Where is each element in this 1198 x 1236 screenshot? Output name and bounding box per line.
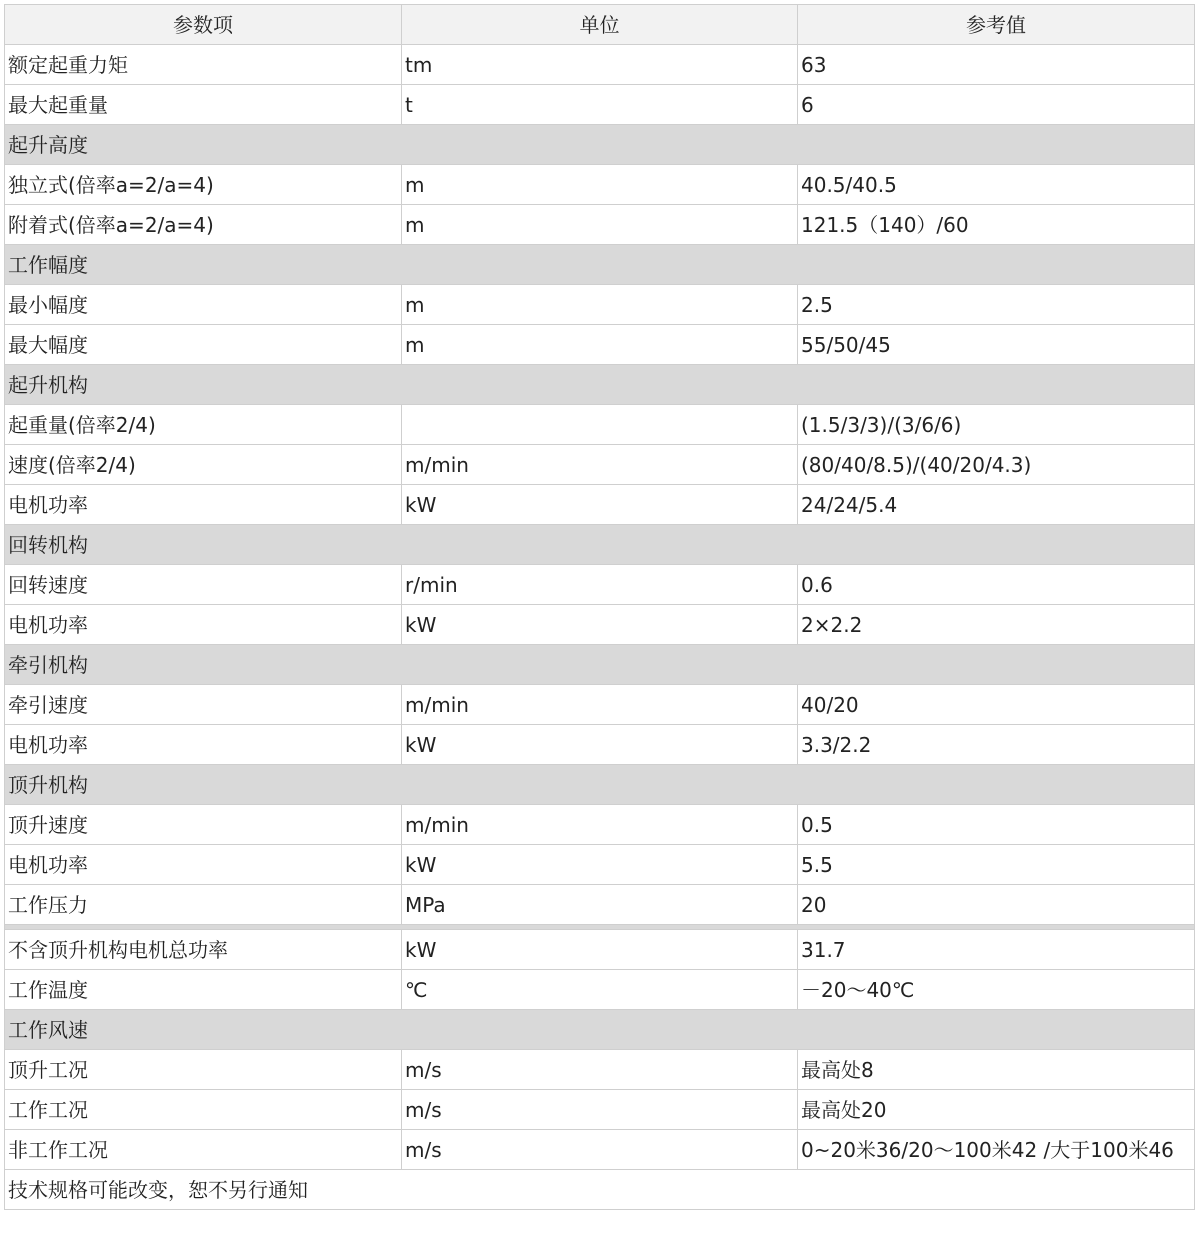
param-cell: 电机功率 [5,725,402,765]
value-cell: 最高处8 [798,1050,1195,1090]
value-cell: 0~20米36/20～100米42 /大于100米46 [798,1130,1195,1170]
unit-cell [402,405,798,445]
table-row [5,845,1195,885]
value-cell: 0.5 [798,805,1195,845]
spec-table [4,4,1195,1210]
section-label: 起升高度 [5,125,1195,165]
unit-cell: kW [402,605,798,645]
value-cell: 20 [798,885,1195,925]
table-row [5,685,1195,725]
table-row [5,930,1195,970]
param-cell: 额定起重力矩 [5,45,402,85]
unit-cell: m/min [402,805,798,845]
param-cell: 起重量(倍率2/4) [5,405,402,445]
param-cell: 不含顶升机构电机总功率 [5,930,402,970]
table-row [5,285,1195,325]
value-cell: 24/24/5.4 [798,485,1195,525]
table-row [5,605,1195,645]
param-cell: 非工作工况 [5,1130,402,1170]
table-row [5,725,1195,765]
spec-body [5,45,1195,1210]
section-row [5,125,1195,165]
section-label: 起升机构 [5,365,1195,405]
unit-cell: m/s [402,1090,798,1130]
table-row [5,565,1195,605]
param-cell: 电机功率 [5,605,402,645]
unit-cell: m [402,165,798,205]
value-cell: (80/40/8.5)/(40/20/4.3) [798,445,1195,485]
param-cell: 独立式(倍率a=2/a=4) [5,165,402,205]
section-label: 牵引机构 [5,645,1195,685]
value-cell: (1.5/3/3)/(3/6/6) [798,405,1195,445]
param-cell: 顶升速度 [5,805,402,845]
table-row [5,1090,1195,1130]
unit-cell: kW [402,930,798,970]
param-cell: 最大起重量 [5,85,402,125]
value-cell: 31.7 [798,930,1195,970]
value-cell: 0.6 [798,565,1195,605]
value-cell: 40.5/40.5 [798,165,1195,205]
section-row [5,365,1195,405]
unit-cell: m/min [402,685,798,725]
table-row [5,1050,1195,1090]
param-cell: 工作温度 [5,970,402,1010]
param-cell: 回转速度 [5,565,402,605]
table-row [5,405,1195,445]
section-label: 工作风速 [5,1010,1195,1050]
param-cell: 工作工况 [5,1090,402,1130]
table-row [5,970,1195,1010]
value-cell: 121.5（140）/60 [798,205,1195,245]
unit-cell: kW [402,845,798,885]
unit-cell: tm [402,45,798,85]
value-cell: 40/20 [798,685,1195,725]
table-row [5,165,1195,205]
table-row [5,85,1195,125]
footnote: 技术规格可能改变，恕不另行通知 [5,1170,1195,1210]
unit-cell: m/s [402,1130,798,1170]
value-cell: 2.5 [798,285,1195,325]
value-cell: 5.5 [798,845,1195,885]
table-row [5,885,1195,925]
unit-cell: t [402,85,798,125]
table-row [5,445,1195,485]
param-cell: 附着式(倍率a=2/a=4) [5,205,402,245]
unit-cell: kW [402,485,798,525]
table-row [5,325,1195,365]
value-cell: 63 [798,45,1195,85]
section-row [5,645,1195,685]
value-cell: 3.3/2.2 [798,725,1195,765]
param-cell: 牵引速度 [5,685,402,725]
table-row [5,805,1195,845]
header-row [5,5,1195,45]
section-label: 回转机构 [5,525,1195,565]
table-row [5,45,1195,85]
header-value: 参考值 [798,5,1195,45]
unit-cell: MPa [402,885,798,925]
table-row [5,205,1195,245]
header-param: 参数项 [5,5,402,45]
param-cell: 电机功率 [5,845,402,885]
table-row [5,485,1195,525]
param-cell: 速度(倍率2/4) [5,445,402,485]
unit-cell: m/min [402,445,798,485]
param-cell: 顶升工况 [5,1050,402,1090]
unit-cell: m/s [402,1050,798,1090]
section-row [5,1010,1195,1050]
param-cell: 工作压力 [5,885,402,925]
param-cell: 最小幅度 [5,285,402,325]
unit-cell: m [402,325,798,365]
header-unit: 单位 [402,5,798,45]
unit-cell: kW [402,725,798,765]
unit-cell: m [402,205,798,245]
param-cell: 最大幅度 [5,325,402,365]
unit-cell: m [402,285,798,325]
section-label: 工作幅度 [5,245,1195,285]
table-row [5,1130,1195,1170]
value-cell: －20～40℃ [798,970,1195,1010]
value-cell: 6 [798,85,1195,125]
section-row [5,765,1195,805]
unit-cell: r/min [402,565,798,605]
value-cell: 最高处20 [798,1090,1195,1130]
section-label: 顶升机构 [5,765,1195,805]
section-row [5,245,1195,285]
section-row [5,525,1195,565]
param-cell: 电机功率 [5,485,402,525]
value-cell: 2×2.2 [798,605,1195,645]
note-row [5,1170,1195,1210]
unit-cell: ℃ [402,970,798,1010]
value-cell: 55/50/45 [798,325,1195,365]
